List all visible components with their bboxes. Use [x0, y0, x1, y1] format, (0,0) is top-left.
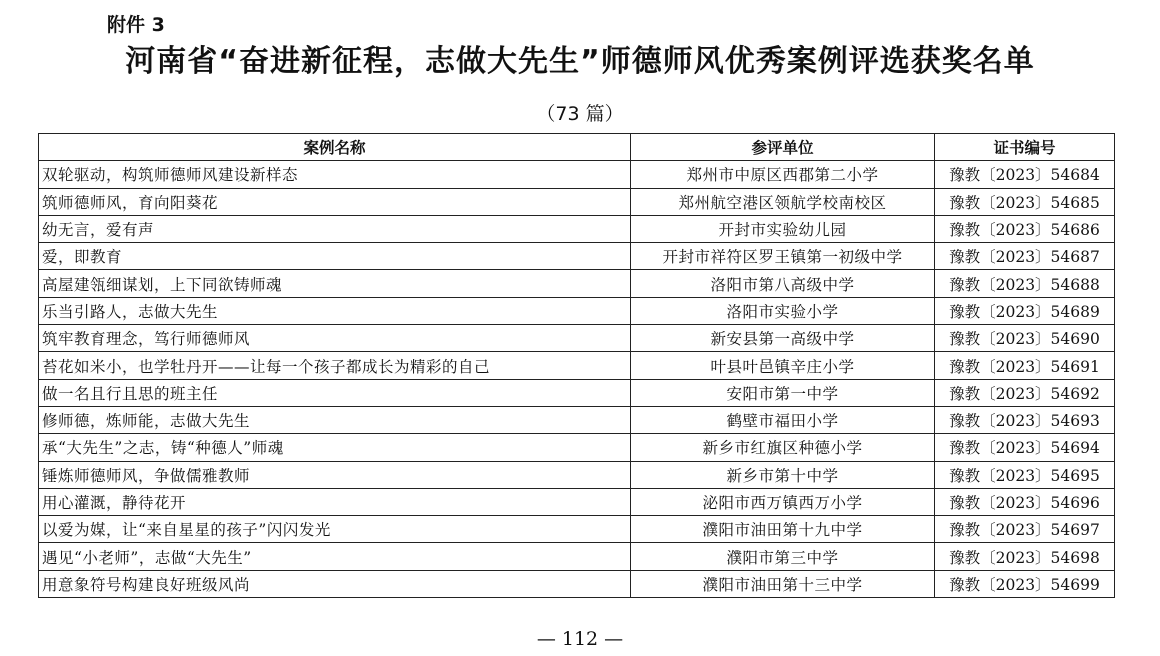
certificate-number-cell: 豫教〔2023〕54687 [935, 243, 1115, 270]
unit-cell: 郑州航空港区领航学校南校区 [631, 188, 935, 215]
certificate-number-cell: 豫教〔2023〕54688 [935, 270, 1115, 297]
case-name-cell: 筑牢教育理念，笃行师德师风 [39, 325, 631, 352]
unit-cell: 郑州市中原区西郡第二小学 [631, 161, 935, 188]
certificate-number-cell: 豫教〔2023〕54684 [935, 161, 1115, 188]
case-name-cell: 锤炼师德师风，争做儒雅教师 [39, 461, 631, 488]
case-name-cell: 遇见“小老师”，志做“大先生” [39, 543, 631, 570]
certificate-number-cell: 豫教〔2023〕54698 [935, 543, 1115, 570]
table-row [39, 543, 1115, 570]
certificate-number-cell: 豫教〔2023〕54691 [935, 352, 1115, 379]
unit-cell: 洛阳市实验小学 [631, 297, 935, 324]
table-row [39, 297, 1115, 324]
case-name-cell: 苔花如米小，也学牡丹开——让每一个孩子都成长为精彩的自己 [39, 352, 631, 379]
table-row [39, 325, 1115, 352]
unit-cell: 新安县第一高级中学 [631, 325, 935, 352]
case-name-cell: 修师德，炼师能，志做大先生 [39, 406, 631, 433]
unit-cell: 鹤壁市福田小学 [631, 406, 935, 433]
certificate-number-cell: 豫教〔2023〕54686 [935, 215, 1115, 242]
certificate-number-cell: 豫教〔2023〕54699 [935, 570, 1115, 597]
unit-cell: 濮阳市油田第十九中学 [631, 516, 935, 543]
unit-cell: 泌阳市西万镇西万小学 [631, 488, 935, 515]
certificate-number-cell: 豫教〔2023〕54685 [935, 188, 1115, 215]
unit-cell: 开封市实验幼儿园 [631, 215, 935, 242]
certificate-number-cell: 豫教〔2023〕54689 [935, 297, 1115, 324]
table-row [39, 488, 1115, 515]
table-row [39, 406, 1115, 433]
table-row [39, 161, 1115, 188]
award-list-table [38, 133, 1115, 598]
unit-cell: 叶县叶邑镇辛庄小学 [631, 352, 935, 379]
case-name-cell: 筑师德师风，育向阳葵花 [39, 188, 631, 215]
certificate-number-cell: 豫教〔2023〕54690 [935, 325, 1115, 352]
table-row [39, 270, 1115, 297]
case-name-cell: 承“大先生”之志，铸“种德人”师魂 [39, 434, 631, 461]
certificate-number-cell: 豫教〔2023〕54696 [935, 488, 1115, 515]
table-row [39, 461, 1115, 488]
case-name-cell: 以爱为媒，让“来自星星的孩子”闪闪发光 [39, 516, 631, 543]
certificate-number-cell: 豫教〔2023〕54692 [935, 379, 1115, 406]
case-name-cell: 用心灌溉，静待花开 [39, 488, 631, 515]
case-name-cell: 做一名且行且思的班主任 [39, 379, 631, 406]
case-name-cell: 爱，即教育 [39, 243, 631, 270]
entry-count: （73 篇） [536, 103, 624, 125]
case-name-cell: 双轮驱动，构筑师德师风建设新样态 [39, 161, 631, 188]
page-number: — 112 — [536, 628, 624, 650]
table-row [39, 352, 1115, 379]
table-body [39, 161, 1115, 598]
unit-cell: 开封市祥符区罗王镇第一初级中学 [631, 243, 935, 270]
certificate-number-cell: 豫教〔2023〕54695 [935, 461, 1115, 488]
case-name-cell: 高屋建瓴细谋划，上下同欲铸师魂 [39, 270, 631, 297]
table-row [39, 434, 1115, 461]
unit-cell: 濮阳市油田第十三中学 [631, 570, 935, 597]
certificate-number-cell: 豫教〔2023〕54697 [935, 516, 1115, 543]
unit-cell: 安阳市第一中学 [631, 379, 935, 406]
attachment-label: 附件 3 [107, 14, 165, 36]
unit-cell: 新乡市第十中学 [631, 461, 935, 488]
table-row [39, 570, 1115, 597]
column-header-case-name: 案例名称 [39, 134, 631, 161]
case-name-cell: 乐当引路人，志做大先生 [39, 297, 631, 324]
certificate-number-cell: 豫教〔2023〕54694 [935, 434, 1115, 461]
table-row [39, 215, 1115, 242]
case-name-cell: 用意象符号构建良好班级风尚 [39, 570, 631, 597]
column-header-certificate: 证书编号 [935, 134, 1115, 161]
unit-cell: 洛阳市第八高级中学 [631, 270, 935, 297]
table-row [39, 243, 1115, 270]
column-header-unit: 参评单位 [631, 134, 935, 161]
table-row [39, 516, 1115, 543]
case-name-cell: 幼无言，爱有声 [39, 215, 631, 242]
certificate-number-cell: 豫教〔2023〕54693 [935, 406, 1115, 433]
table-header-row [39, 134, 1115, 161]
table-row [39, 188, 1115, 215]
unit-cell: 濮阳市第三中学 [631, 543, 935, 570]
page-title: 河南省“奋进新征程，志做大先生”师德师风优秀案例评选获奖名单 [125, 44, 1035, 79]
table-row [39, 379, 1115, 406]
unit-cell: 新乡市红旗区种德小学 [631, 434, 935, 461]
